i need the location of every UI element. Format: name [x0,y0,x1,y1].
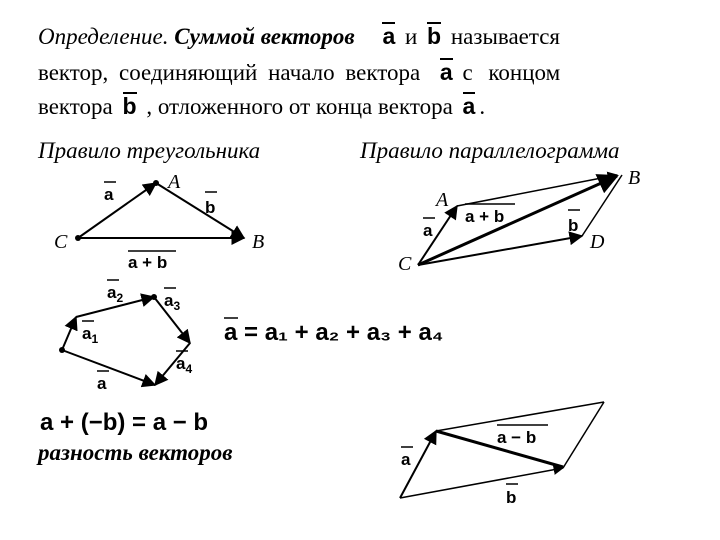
difference-caption: разность векторов [38,440,233,465]
vector-a-symbol: a [382,23,396,49]
triangle-vector-a [78,183,156,238]
label-vector-sum: a + b [128,253,168,272]
label-diff-a: a [401,450,411,469]
label-point-c: C [398,253,412,275]
point-a [153,180,159,186]
definition-and: и [404,24,418,49]
label-point-d: D [590,231,605,253]
label-a4: $a_4$ [176,354,193,376]
label-vector-b: b [568,216,579,235]
label-point-b: B [252,231,265,253]
label-a1: $a_1$ [82,324,99,346]
para-vector-b [418,236,582,265]
label-point-a: A [436,189,449,211]
parallelogram-diagram [398,167,640,275]
diff-vector-b [400,468,563,498]
vector-a-symbol: a [462,93,476,119]
label-vector-a: a [423,221,433,240]
vector-b-symbol: b [122,93,137,119]
point-c [75,235,81,241]
label-vector-a: a [104,185,114,204]
definition-line1-end: называется [450,24,561,49]
diff-top-side [436,402,604,431]
label-point-a: A [168,171,181,193]
poly-vector-a [62,350,155,385]
label-point-c: C [54,231,68,253]
polygon-diagram [59,280,443,393]
difference-formula: a + (−b) = a − b [40,409,209,436]
label-vector-sum: a + b [465,207,505,226]
label-point-b: B [628,167,641,189]
label-a: a [97,374,107,393]
heading-parallelogram-rule: Правило параллелограмма [360,138,620,163]
polygon-formula: a = a₁ + a₂ + a₃ + a₄ [224,319,444,346]
definition-term: Определение. [38,24,169,49]
definition-line3-mid: , отложенного от конца вектора [146,94,453,119]
label-diff-b: b [506,488,517,507]
poly-vector-a1 [62,317,76,350]
label-vector-b: b [205,198,216,217]
para-side-ab [457,175,617,206]
definition-line2: вектор, соединяющий начало вектора [38,60,421,85]
definition-title: Суммой векторов [174,24,355,49]
definition-line3-end: . [479,94,486,119]
vector-b-symbol: b [427,23,442,49]
definition-line2-end: с концом [462,60,561,85]
definition-line3-start: вектора [38,94,113,119]
vector-a-symbol: a [439,59,453,85]
heading-triangle-rule: Правило треугольника [38,138,261,163]
label-a3: $a_3$ [164,291,181,313]
label-a2: $a_2$ [107,283,124,305]
label-diff-amb: a − b [497,428,537,447]
triangle-diagram [54,171,264,272]
diff-right-side [563,402,604,468]
